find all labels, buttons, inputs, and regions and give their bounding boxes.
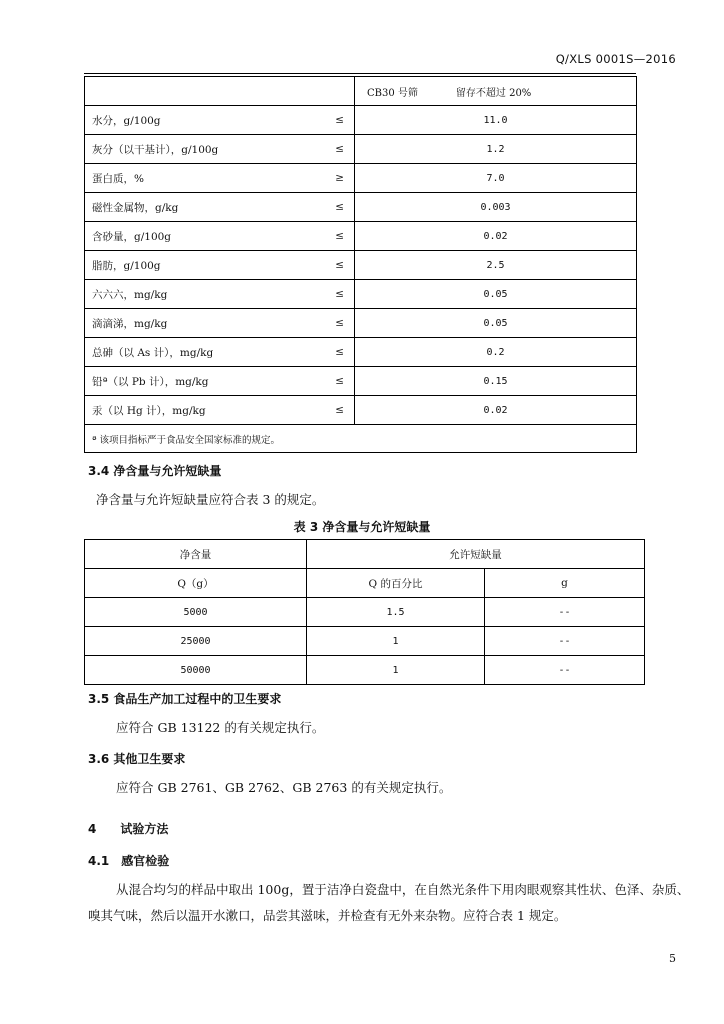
- table-row: [85, 280, 637, 309]
- section-4-1-line1: 从混合均匀的样品中取出 100g，置于洁净白瓷盘中，在自然光条件下用肉眼观察其性状、色泽、杂质、: [116, 882, 690, 897]
- net-content-value: 5000: [85, 598, 307, 627]
- requirement-name: 铅ª（以 Pb 计），mg/kg: [85, 367, 325, 396]
- q-unit-header: Q（g）: [85, 569, 307, 598]
- section-3-4-title: 3.4 净含量与允许短缺量: [88, 464, 222, 478]
- requirement-name: 蛋白质，%: [85, 164, 325, 193]
- table-header-row: [85, 540, 645, 569]
- comparison-operator: ≥: [325, 164, 355, 193]
- requirement-name: 水分，g/100g: [85, 106, 325, 135]
- table-footnote: ª 该项目指标严于食品安全国家标准的规定。: [85, 425, 637, 453]
- header-rule: [84, 73, 636, 74]
- requirement-name: 脂肪，g/100g: [85, 251, 325, 280]
- comparison-operator: ≤: [325, 338, 355, 367]
- empty-cell: [85, 77, 325, 106]
- gram-value: --: [485, 656, 645, 685]
- table-row: [85, 251, 637, 280]
- comparison-operator: ≤: [325, 193, 355, 222]
- net-content-body: [85, 598, 645, 685]
- requirement-value: 7.0: [355, 164, 637, 193]
- percent-value: 1: [307, 656, 485, 685]
- table-row: [85, 193, 637, 222]
- comparison-operator: ≤: [325, 106, 355, 135]
- requirement-name: 滴滴涕，mg/kg: [85, 309, 325, 338]
- requirement-value: 2.5: [355, 251, 637, 280]
- requirements-table: [84, 76, 637, 453]
- net-content-table: [84, 539, 645, 685]
- sieve-limit: 留存不超过 20%: [455, 87, 532, 99]
- gram-value: --: [485, 598, 645, 627]
- empty-cell: [325, 77, 355, 106]
- requirement-name: 灰分（以干基计），g/100g: [85, 135, 325, 164]
- requirement-value: 0.003: [355, 193, 637, 222]
- table-row: [85, 77, 637, 106]
- requirement-name: 汞（以 Hg 计），mg/kg: [85, 396, 325, 425]
- requirement-value: 0.2: [355, 338, 637, 367]
- requirement-name: 含砂量，g/100g: [85, 222, 325, 251]
- comparison-operator: ≤: [325, 251, 355, 280]
- gram-value: --: [485, 627, 645, 656]
- comparison-operator: ≤: [325, 309, 355, 338]
- comparison-operator: ≤: [325, 222, 355, 251]
- section-3-6-text: 应符合 GB 2761、GB 2762、GB 2763 的有关规定执行。: [116, 780, 452, 795]
- requirement-value: 0.05: [355, 280, 637, 309]
- section-3-6-title: 3.6 其他卫生要求: [88, 752, 186, 766]
- page-number: 5: [669, 952, 676, 965]
- table-row: [85, 627, 645, 656]
- section-4-title: 4 试验方法: [88, 822, 169, 836]
- table-row: [85, 309, 637, 338]
- requirement-value: 0.02: [355, 222, 637, 251]
- percent-header: Q 的百分比: [307, 569, 485, 598]
- net-content-value: 50000: [85, 656, 307, 685]
- percent-value: 1.5: [307, 598, 485, 627]
- sieve-requirement-cell: [355, 77, 637, 106]
- table3-caption: 表 3 净含量与允许短缺量: [293, 520, 431, 534]
- requirement-value: 1.2: [355, 135, 637, 164]
- requirements-body: [85, 106, 637, 425]
- table-row: [85, 338, 637, 367]
- requirement-name: 总砷（以 As 计），mg/kg: [85, 338, 325, 367]
- requirement-value: 0.02: [355, 396, 637, 425]
- requirement-name: 六六六，mg/kg: [85, 280, 325, 309]
- percent-value: 1: [307, 627, 485, 656]
- table-row: [85, 396, 637, 425]
- section-3-5-title: 3.5 食品生产加工过程中的卫生要求: [88, 692, 282, 706]
- allowed-shortage-header: 允许短缺量: [307, 540, 645, 569]
- table-subheader-row: [85, 569, 645, 598]
- document-code: Q/XLS 0001S—2016: [555, 52, 676, 66]
- comparison-operator: ≤: [325, 280, 355, 309]
- section-4-1-title: 4.1 感官检验: [88, 854, 170, 868]
- comparison-operator: ≤: [325, 135, 355, 164]
- requirement-value: 11.0: [355, 106, 637, 135]
- table-row: [85, 106, 637, 135]
- comparison-operator: ≤: [325, 367, 355, 396]
- requirement-value: 0.15: [355, 367, 637, 396]
- comparison-operator: ≤: [325, 396, 355, 425]
- section-4-1-line2: 嗅其气味，然后以温开水漱口，品尝其滋味，并检查有无外来杂物。应符合表 1 规定。: [88, 908, 567, 923]
- section-3-5-text: 应符合 GB 13122 的有关规定执行。: [116, 720, 325, 735]
- section-3-4-text: 净含量与允许短缺量应符合表 3 的规定。: [96, 492, 325, 507]
- table-row: [85, 367, 637, 396]
- net-content-header: 净含量: [85, 540, 307, 569]
- table-row: [85, 598, 645, 627]
- table-row: [85, 222, 637, 251]
- requirement-name: 磁性金属物，g/kg: [85, 193, 325, 222]
- requirement-value: 0.05: [355, 309, 637, 338]
- table-row: [85, 656, 645, 685]
- net-content-value: 25000: [85, 627, 307, 656]
- footnote-row: [85, 425, 637, 453]
- gram-header: g: [485, 569, 645, 598]
- table-row: [85, 135, 637, 164]
- sieve-method: CB30 号筛: [367, 87, 418, 99]
- table-row: [85, 164, 637, 193]
